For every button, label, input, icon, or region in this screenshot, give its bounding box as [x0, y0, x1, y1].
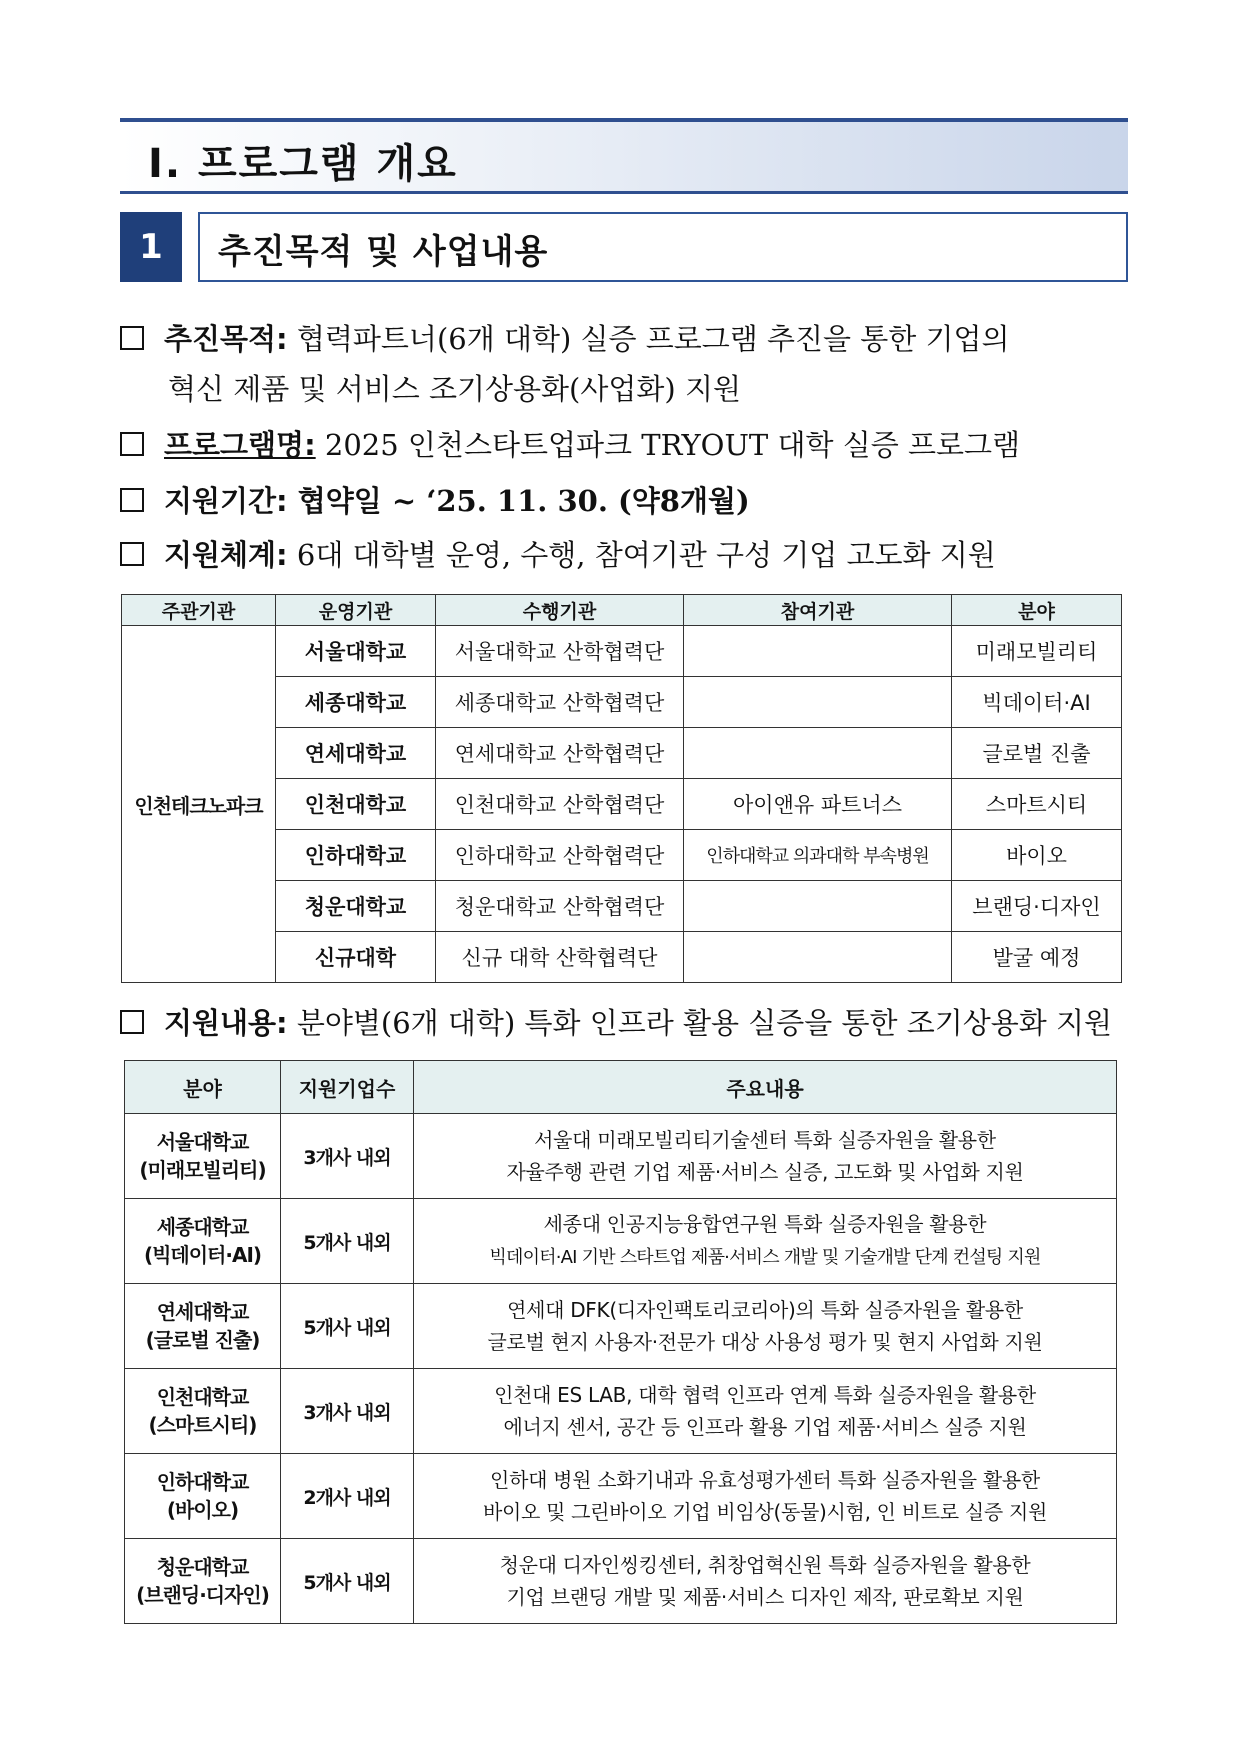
performer-cell: 청운대학교 산학협력단: [436, 881, 684, 932]
partner-cell: 인하대학교 의과대학 부속병원: [684, 830, 952, 881]
university-name: 청운대학교: [156, 1555, 249, 1579]
bullet-label: 지원체계:: [164, 538, 288, 572]
performer-cell: 인천대학교 산학협력단: [436, 779, 684, 830]
field-cell: [125, 1539, 281, 1624]
section-number: 1: [120, 212, 182, 282]
description-cell: [414, 1284, 1117, 1369]
organization-table: [121, 594, 1122, 983]
description-cell: [414, 1114, 1117, 1199]
chapter-title: Ⅰ. 프로그램 개요: [148, 141, 458, 187]
performer-cell: 인하대학교 산학협력단: [436, 830, 684, 881]
field-name: (글로벌 진출): [145, 1328, 260, 1352]
operator-cell: 인천대학교: [276, 779, 436, 830]
description-line: 청운대 디자인씽킹센터, 취창업혁신원 특화 실증자원을 활용한: [499, 1553, 1031, 1577]
bullet-text: 6대 대학별 운영, 수행, 참여기관 구성 기업 고도화 지원: [287, 538, 996, 572]
bullet-program: [120, 420, 1020, 470]
column-header: 지원기업수: [281, 1061, 414, 1114]
field-cell: 발굴 예정: [952, 932, 1122, 983]
table-row: [122, 626, 1122, 677]
table-row: [125, 1539, 1117, 1624]
description-cell: [414, 1454, 1117, 1539]
operator-cell: 인하대학교: [276, 830, 436, 881]
field-cell: [125, 1454, 281, 1539]
table-row: [125, 1284, 1117, 1369]
description-line: 세종대 인공지능융합연구원 특화 실증자원을 활용한: [543, 1212, 987, 1236]
university-name: 연세대학교: [156, 1300, 249, 1324]
bullet-text: 분야별(6개 대학) 특화 인프라 활용 실증을 통한 조기상용화 지원: [287, 1006, 1113, 1040]
partner-cell: 아이앤유 파트너스: [684, 779, 952, 830]
column-header: 주관기관: [122, 595, 276, 626]
university-name: 인하대학교: [156, 1470, 249, 1494]
column-header: 운영기관: [276, 595, 436, 626]
column-header: 분야: [125, 1061, 281, 1114]
support-content-table: [124, 1060, 1117, 1624]
bullet-text: 2025 인천스타트업파크 TRYOUT 대학 실증 프로그램: [315, 428, 1020, 462]
field-cell: [125, 1284, 281, 1369]
column-header: 수행기관: [436, 595, 684, 626]
description-line: 기업 브랜딩 개발 및 제품·서비스 디자인 제작, 판로확보 지원: [506, 1585, 1024, 1609]
host-organization: 인천테크노파크: [122, 626, 276, 983]
bullet-period: [120, 476, 750, 526]
operator-cell: 세종대학교: [276, 677, 436, 728]
company-count-cell: 3개사 내외: [281, 1114, 414, 1199]
field-cell: 바이오: [952, 830, 1122, 881]
field-cell: 글로벌 진출: [952, 728, 1122, 779]
checkbox-icon: [120, 432, 144, 456]
performer-cell: 서울대학교 산학협력단: [436, 626, 684, 677]
checkbox-icon: [120, 542, 144, 566]
description-line: 빅데이터·AI 기반 스타트업 제품·서비스 개발 및 기술개발 단계 컨설팅 지원: [489, 1247, 1041, 1268]
partner-cell: [684, 728, 952, 779]
table-header-row: [125, 1061, 1117, 1114]
operator-cell: 서울대학교: [276, 626, 436, 677]
bullet-purpose-continuation: 혁신 제품 및 서비스 조기상용화(사업화) 지원: [168, 372, 741, 406]
field-name: (바이오): [166, 1498, 239, 1522]
partner-cell: [684, 626, 952, 677]
field-name: (스마트시티): [148, 1413, 257, 1437]
description-line: 인천대 ES LAB, 대학 협력 인프라 연계 특화 실증자원을 활용한: [494, 1383, 1036, 1407]
checkbox-icon: [120, 488, 144, 512]
operator-cell: 신규대학: [276, 932, 436, 983]
description-line: 에너지 센서, 공간 등 인프라 활용 기업 제품·서비스 실증 지원: [503, 1415, 1027, 1439]
table-row: [125, 1454, 1117, 1539]
section-title: 추진목적 및 사업내용: [218, 232, 549, 272]
bullet-label: 추진목적:: [164, 322, 288, 356]
checkbox-icon: [120, 1010, 144, 1034]
operator-cell: 청운대학교: [276, 881, 436, 932]
description-line: 자율주행 관련 기업 제품·서비스 실증, 고도화 및 사업화 지원: [506, 1160, 1024, 1184]
field-cell: 브랜딩·디자인: [952, 881, 1122, 932]
column-header: 분야: [952, 595, 1122, 626]
column-header: 참여기관: [684, 595, 952, 626]
field-cell: [125, 1369, 281, 1454]
company-count-cell: 5개사 내외: [281, 1199, 414, 1284]
table-row: [125, 1369, 1117, 1454]
university-name: 인천대학교: [156, 1385, 249, 1409]
bullet-system: [120, 530, 996, 580]
field-name: (브랜딩·디자인): [136, 1583, 269, 1607]
description-line: 바이오 및 그린바이오 기업 비임상(동물)시험, 인 비트로 실증 지원: [482, 1500, 1048, 1524]
table-row: [125, 1114, 1117, 1199]
field-cell: 스마트시티: [952, 779, 1122, 830]
bullet-label: 지원내용:: [164, 1006, 288, 1040]
description-cell: [414, 1199, 1117, 1284]
field-name: (빅데이터·AI): [143, 1243, 262, 1267]
performer-cell: 신규 대학 산학협력단: [436, 932, 684, 983]
partner-cell: [684, 881, 952, 932]
field-cell: [125, 1114, 281, 1199]
university-name: 서울대학교: [156, 1130, 249, 1154]
field-cell: 미래모빌리티: [952, 626, 1122, 677]
performer-cell: 세종대학교 산학협력단: [436, 677, 684, 728]
operator-cell: 연세대학교: [276, 728, 436, 779]
table-header-row: [122, 595, 1122, 626]
description-cell: [414, 1539, 1117, 1624]
company-count-cell: 5개사 내외: [281, 1539, 414, 1624]
bullet-label: 프로그램명:: [164, 428, 316, 462]
field-cell: [125, 1199, 281, 1284]
section-header: [198, 212, 1128, 282]
chapter-header: [120, 118, 1128, 194]
bullet-text: 협약일 ~ ‘25. 11. 30. (약8개월): [287, 484, 750, 518]
field-name: (미래모빌리티): [139, 1158, 266, 1182]
description-line: 인하대 병원 소화기내과 유효성평가센터 특화 실증자원을 활용한: [490, 1468, 1040, 1492]
performer-cell: 연세대학교 산학협력단: [436, 728, 684, 779]
company-count-cell: 3개사 내외: [281, 1369, 414, 1454]
column-header: 주요내용: [414, 1061, 1117, 1114]
table-row: [125, 1199, 1117, 1284]
bullet-content: [120, 998, 1112, 1048]
description-line: 글로벌 현지 사용자·전문가 대상 사용성 평가 및 현지 사업화 지원: [487, 1330, 1043, 1354]
university-name: 세종대학교: [156, 1215, 249, 1239]
bullet-text: 협력파트너(6개 대학) 실증 프로그램 추진을 통한 기업의: [287, 322, 1010, 356]
partner-cell: [684, 677, 952, 728]
partner-cell: [684, 932, 952, 983]
company-count-cell: 5개사 내외: [281, 1284, 414, 1369]
description-line: 서울대 미래모빌리티기술센터 특화 실증자원을 활용한: [534, 1128, 996, 1152]
bullet-label: 지원기간:: [164, 484, 288, 518]
company-count-cell: 2개사 내외: [281, 1454, 414, 1539]
description-cell: [414, 1369, 1117, 1454]
bullet-purpose: [120, 314, 1010, 364]
checkbox-icon: [120, 326, 144, 350]
description-line: 연세대 DFK(디자인팩토리코리아)의 특화 실증자원을 활용한: [507, 1298, 1023, 1322]
field-cell: 빅데이터·AI: [952, 677, 1122, 728]
